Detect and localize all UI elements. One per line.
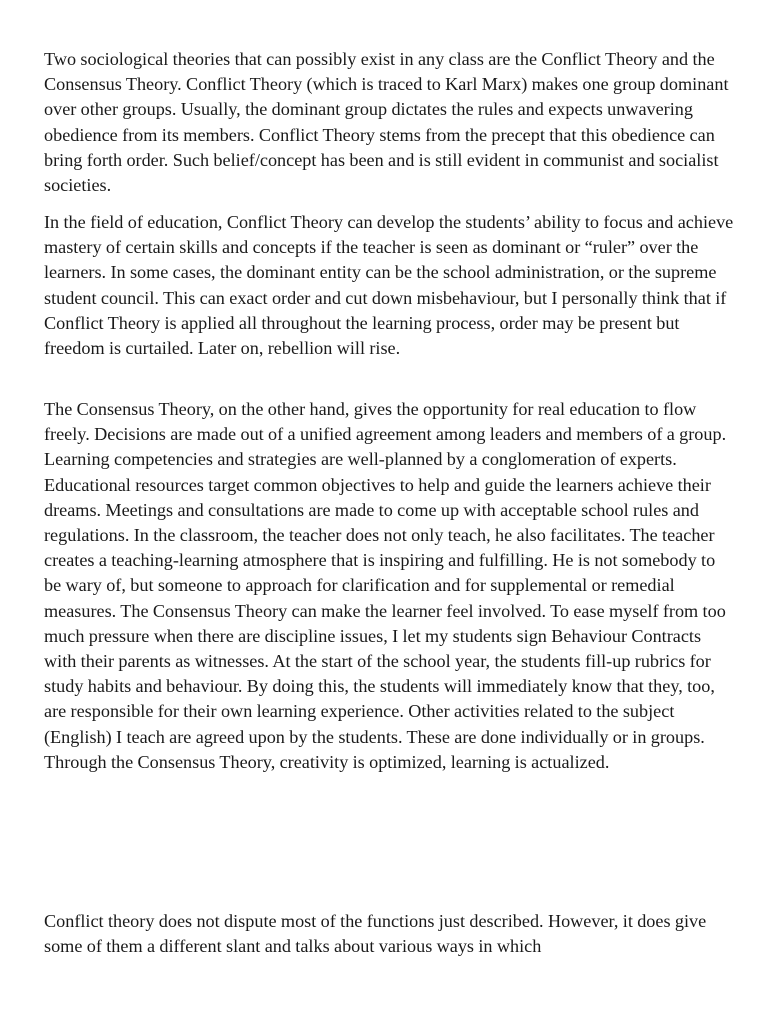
paragraph-consensus-theory: The Consensus Theory, on the other hand, gives the opportunity for real education to flow freely. Decisions are made out of a unified agreement among leaders and members of a group. Learning competencies and strategies are well-planned by a conglomeration of experts. Educational resources target common objectives to help and guide the learners achieve their dreams. Meetings and consultations are made to come up with acceptable school rules and regulations. In the classroom, the teacher does not only teach, he also facilitates. The teacher creates a teaching-learning atmosphere that is inspiring and fulfilling. He is not somebody to be wary of, but someone to approach for clarification and for supplemental or remedial measures. The Consensus Theory can make the learner feel involved. To ease myself from too much pressure when there are discipline issues, I let my students sign Behaviour Contracts with their parents as witnesses. At the start of the school year, the students fill-up rubrics for study habits and behaviour. By doing this, the students will immediately know that they, too, are responsible for their own learning experience. Other activities related to the subject (English) I teach are agreed upon by the students. These are done individually or in groups. Through the Consensus Theory, creativity is optimized, learning is actualized. [44, 399, 727, 772]
paragraph-conflict-consensus-intro: Two sociological theories that can possibly exist in any class are the Conflict Theory and the Consensus Theory. Conflict Theory (which is traced to Karl Marx) makes one group dominant over other groups. Usually, the dominant group dictates the rules and expects unwavering obedience from its members. Conflict Theory stems from the precept that this obedience can bring forth order. Such belief/concept has been and is still evident in communist and socialist societies. [44, 49, 729, 196]
paragraph-conflict-theory-functions: Conflict theory does not dispute most of the functions just described. However, it does give some of them a different slant and talks about various ways in which [44, 911, 707, 957]
paragraph-conflict-theory-education: In the field of education, Conflict Theory can develop the students’ ability to focus and achieve mastery of certain skills and concepts if the teacher is seen as dominant or “ruler” over the learners. In some cases, the dominant entity can be the school administration, or the supreme student council. This can exact order and cut down misbehaviour, but I personally think that if Conflict Theory is applied all throughout the learning process, order may be present but freedom is curtailed. Later on, rebellion will rise. [44, 212, 734, 359]
